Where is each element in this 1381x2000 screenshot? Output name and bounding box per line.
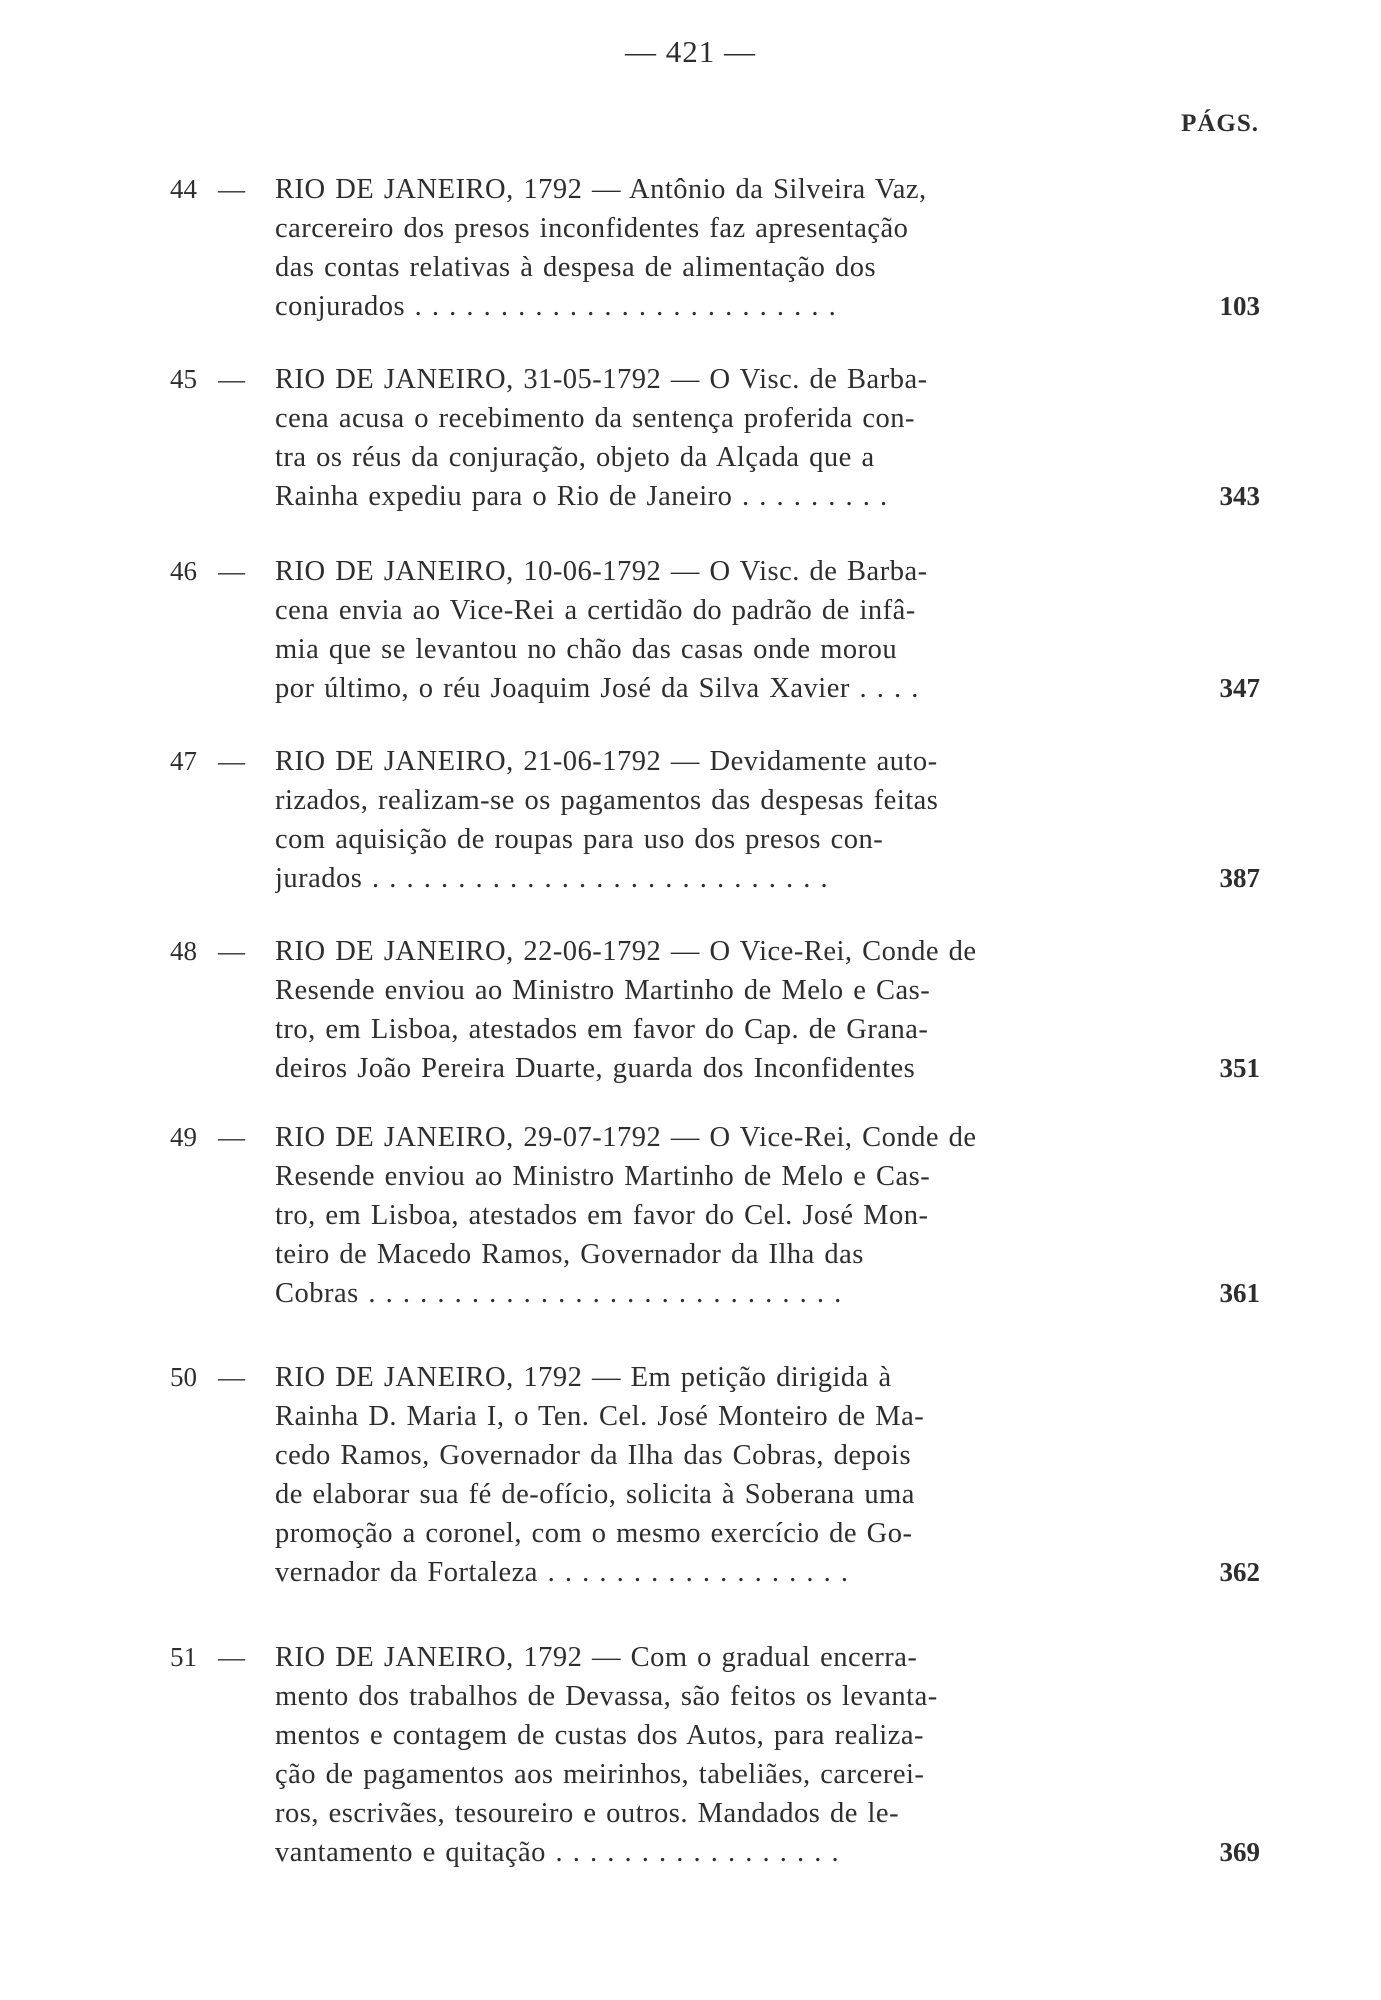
entry-text-line: conjurados . . . . . . . . . . . . . . . . . . . . . . . . . — [275, 291, 837, 322]
entry-page-number: 369 — [1219, 1837, 1260, 1867]
entry-text-line: Resende enviou ao Ministro Martinho de Melo e Cas- — [275, 975, 931, 1006]
entry-number: 49 — [170, 1122, 197, 1152]
entry-description — [275, 1638, 1135, 1872]
entry-text-line: de elaborar sua fé de-ofício, solicita à Soberana uma — [275, 1479, 915, 1510]
entry-text-line: das contas relativas à despesa de alimentação dos — [275, 252, 877, 283]
entry-number: 47 — [170, 746, 197, 776]
entry-text-line: RIO DE JANEIRO, 1792 — Antônio da Silveira Vaz, — [275, 174, 927, 205]
entry-page-number: 351 — [1219, 1053, 1260, 1083]
page-number: — 421 — — [625, 34, 756, 69]
entry-text-line: Cobras . . . . . . . . . . . . . . . . . . . . . . . . . . . . — [275, 1278, 842, 1309]
entry-text-line: mentos e contagem de custas dos Autos, para realiza- — [275, 1720, 925, 1751]
entry-text-line: RIO DE JANEIRO, 22-06-1792 — O Vice-Rei, Conde de — [275, 936, 977, 967]
entry-description — [275, 170, 1135, 326]
entry-number: 45 — [170, 364, 197, 394]
entry-text-line: tro, em Lisboa, atestados em favor do Cel. José Mon- — [275, 1200, 929, 1231]
pags-column-label: PÁGS. — [1181, 110, 1259, 137]
entry-page-number: 343 — [1219, 481, 1260, 511]
entry-text-line: tro, em Lisboa, atestados em favor do Cap. de Grana- — [275, 1014, 929, 1045]
entry-text-line: por último, o réu Joaquim José da Silva Xavier . . . . — [275, 673, 919, 704]
entry-text-line: teiro de Macedo Ramos, Governador da Ilha das — [275, 1239, 864, 1270]
entry-page-number: 347 — [1219, 673, 1260, 703]
index-entry — [170, 360, 1260, 516]
index-entry — [170, 552, 1260, 708]
index-entry — [170, 1638, 1260, 1872]
index-entry — [170, 932, 1260, 1088]
entry-page-number: 361 — [1219, 1278, 1260, 1308]
entry-dash: — — [218, 364, 245, 394]
entry-text-line: Rainha D. Maria I, o Ten. Cel. José Monteiro de Ma- — [275, 1401, 925, 1432]
entry-text-line: vantamento e quitação . . . . . . . . . . . . . . . . . — [275, 1837, 840, 1868]
entry-page-number: 387 — [1219, 863, 1260, 893]
entry-description — [275, 1118, 1135, 1313]
entry-text-line: RIO DE JANEIRO, 1792 — Em petição dirigida à — [275, 1362, 892, 1393]
entry-text-line: ção de pagamentos aos meirinhos, tabeliães, carcerei- — [275, 1759, 925, 1790]
entry-dash: — — [218, 1642, 245, 1672]
entry-number: 46 — [170, 556, 197, 586]
entry-dash: — — [218, 174, 245, 204]
entry-description — [275, 360, 1135, 516]
entry-text-line: mento dos trabalhos de Devassa, são feitos os levanta- — [275, 1681, 938, 1712]
index-entry — [170, 1118, 1260, 1313]
entry-description — [275, 742, 1135, 898]
entry-text-line: RIO DE JANEIRO, 10-06-1792 — O Visc. de Barba- — [275, 556, 928, 587]
entry-text-line: mia que se levantou no chão das casas onde morou — [275, 634, 898, 665]
entry-number: 48 — [170, 936, 197, 966]
entry-description — [275, 1358, 1135, 1592]
entry-text-line: RIO DE JANEIRO, 29-07-1792 — O Vice-Rei, Conde de — [275, 1122, 977, 1153]
entry-text-line: cedo Ramos, Governador da Ilha das Cobras, depois — [275, 1440, 912, 1471]
entry-dash: — — [218, 556, 245, 586]
entry-text-line: tra os réus da conjuração, objeto da Alçada que a — [275, 442, 875, 473]
entry-page-number: 362 — [1219, 1557, 1260, 1587]
entry-description — [275, 932, 1135, 1088]
entry-text-line: Resende enviou ao Ministro Martinho de Melo e Cas- — [275, 1161, 931, 1192]
entry-text-line: cena acusa o recebimento da sentença proferida con- — [275, 403, 916, 434]
entry-text-line: jurados . . . . . . . . . . . . . . . . . . . . . . . . . . . — [275, 863, 829, 894]
entry-number: 44 — [170, 174, 197, 204]
entry-dash: — — [218, 1362, 245, 1392]
entry-number: 50 — [170, 1362, 197, 1392]
entry-text-line: deiros João Pereira Duarte, guarda dos Inconfidentes — [275, 1053, 916, 1084]
index-entry — [170, 742, 1260, 898]
entry-text-line: RIO DE JANEIRO, 1792 — Com o gradual encerra- — [275, 1642, 918, 1673]
entry-text-line: vernador da Fortaleza . . . . . . . . . . . . . . . . . . — [275, 1557, 849, 1588]
entry-text-line: cena envia ao Vice-Rei a certidão do padrão de infâ- — [275, 595, 916, 626]
entry-text-line: ros, escrivães, tesoureiro e outros. Mandados de le- — [275, 1798, 900, 1829]
entry-text-line: carcereiro dos presos inconfidentes faz apresentação — [275, 213, 909, 244]
entry-description — [275, 552, 1135, 708]
entry-text-line: promoção a coronel, com o mesmo exercício de Go- — [275, 1518, 913, 1549]
entry-dash: — — [218, 1122, 245, 1152]
entry-dash: — — [218, 746, 245, 776]
entry-text-line: rizados, realizam-se os pagamentos das despesas feitas — [275, 785, 939, 816]
entry-text-line: Rainha expediu para o Rio de Janeiro . . . . . . . . . — [275, 481, 888, 512]
index-entry — [170, 170, 1260, 326]
entry-text-line: RIO DE JANEIRO, 31-05-1792 — O Visc. de Barba- — [275, 364, 928, 395]
entry-text-line: RIO DE JANEIRO, 21-06-1792 — Devidamente auto- — [275, 746, 938, 777]
entry-number: 51 — [170, 1642, 197, 1672]
entry-dash: — — [218, 936, 245, 966]
entry-page-number: 103 — [1219, 291, 1260, 321]
entry-text-line: com aquisição de roupas para uso dos presos con- — [275, 824, 884, 855]
index-entry — [170, 1358, 1260, 1592]
